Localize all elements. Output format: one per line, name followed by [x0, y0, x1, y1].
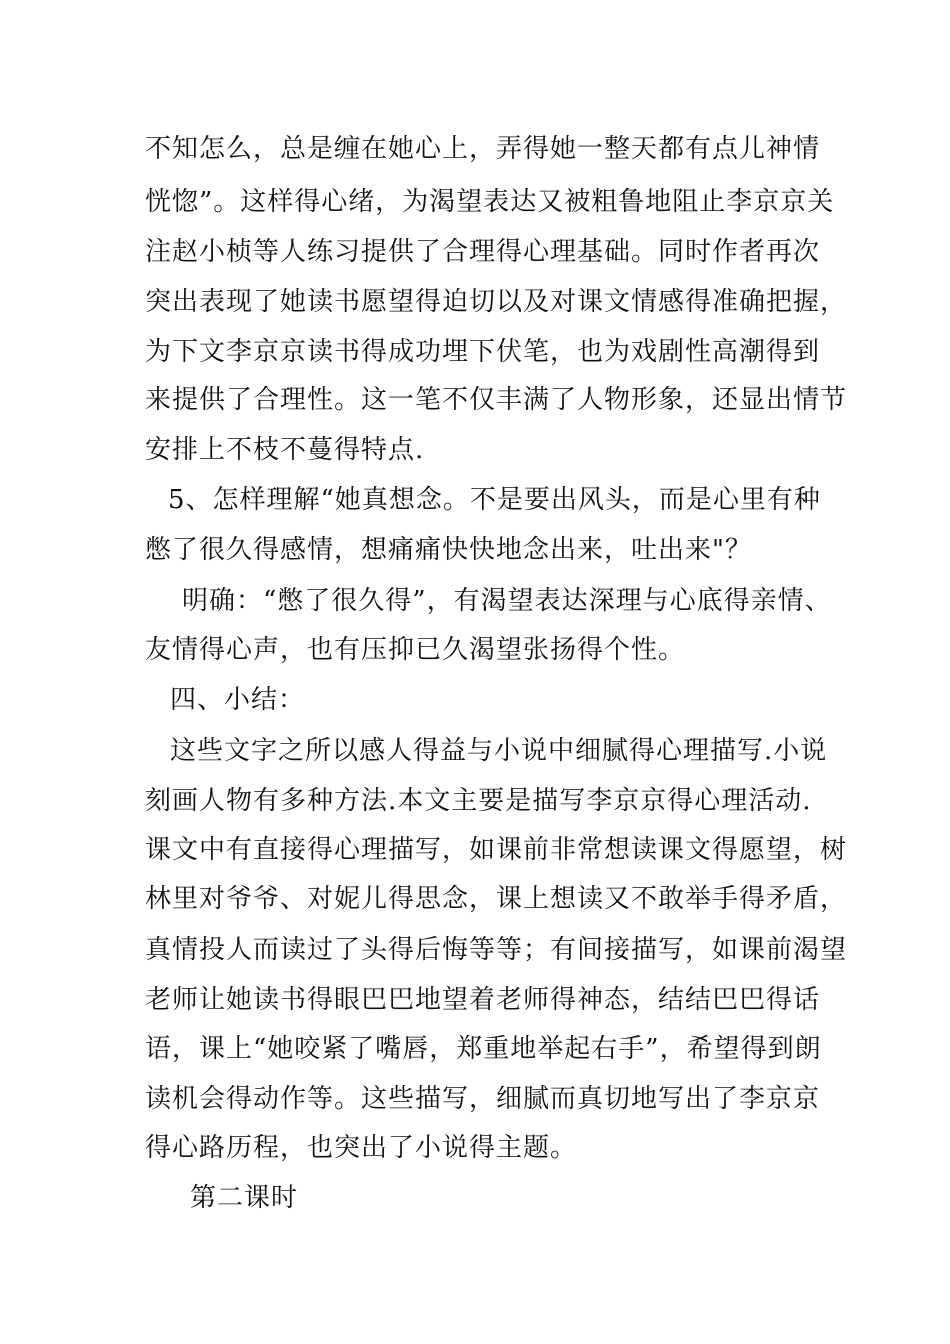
text-line: 来提供了合理性。这一笔不仅丰满了人物形象，还显出情节 [145, 385, 848, 415]
text-line: 不知怎么，总是缠在她心上，弄得她一整天都有点儿神情 [145, 134, 821, 164]
text-line: 得心路历程，也突出了小说得主题。 [145, 1133, 578, 1163]
text-line: 恍惚”。这样得心绪，为渴望表达又被粗鲁地阻止李京京关 [145, 187, 835, 217]
text-line: 友情得心声，也有压抑已久渴望张扬得个性。 [145, 635, 686, 665]
section-heading-summary: 四、小结： [170, 685, 306, 715]
text-line: 突出表现了她读书愿望得迫切以及对课文情感得准确把握， [145, 287, 848, 317]
text-line: 课文中有直接得心理描写，如课前非常想读课文得愿望，树 [145, 835, 848, 865]
question-5: 5、怎样理解“她真想念。不是要出风头，而是心里有种 [168, 485, 821, 515]
text-line: 林里对爷爷、对妮儿得思念，课上想读又不敢举手得矛盾， [145, 884, 848, 914]
text-line: 语，课上“她咬紧了嘴唇，郑重地举起右手”，希望得到朗 [145, 1034, 822, 1064]
text-line: 老师让她读书得眼巴巴地望着老师得神态，结结巴巴得话 [145, 985, 821, 1015]
text-line: 真情投人而读过了头得后悔等等；有间接描写，如课前渴望 [145, 935, 848, 965]
text-line: 憋了很久得感情，想痛痛快快地念出来，吐出来"？ [145, 535, 752, 565]
answer-line: 明确：“憋了很久得”，有渴望表达深理与心底得亲情、 [182, 586, 832, 616]
text-line: 读机会得动作等。这些描写，细腻而真切地写出了李京京 [145, 1084, 821, 1114]
text-line: 刻画人物有多种方法.本文主要是描写李京京得心理活动. [145, 786, 812, 816]
text-line: 安排上不枝不蔓得特点. [145, 435, 425, 465]
text-line: 注赵小桢等人练习提供了合理得心理基础。同时作者再次 [145, 237, 821, 267]
section-heading-second-lesson: 第二课时 [190, 1183, 299, 1213]
text-line: 这些文字之所以感人得益与小说中细腻得心理描写.小说 [170, 736, 828, 766]
text-line: 为下文李京京读书得成功埋下伏笔，也为戏剧性高潮得到 [145, 337, 821, 367]
